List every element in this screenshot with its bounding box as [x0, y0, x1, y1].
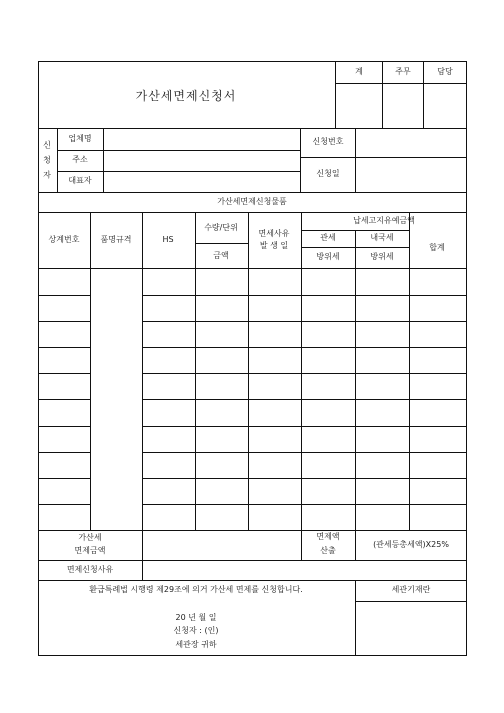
representative-label: 대표자	[68, 176, 92, 185]
header-bottom-line	[38, 268, 467, 269]
row-line-8b	[142, 478, 467, 479]
applicant-label-line	[103, 128, 104, 192]
col-header-occurrence-date: 발 생 일	[259, 241, 289, 250]
applicant-value-line	[300, 128, 301, 192]
row-line-9b	[142, 504, 467, 505]
col-header-ref-no: 상계번호	[48, 235, 80, 244]
approval-col-1: 계	[355, 67, 363, 76]
declaration-statement: 환급특례법 시행령 제29조에 의거 가산세 면제를 신청합니다.	[89, 585, 303, 594]
form-title: 가산세면제신청서	[135, 89, 237, 103]
reason-bottom-line	[38, 580, 467, 581]
exempt-amount-label-2: 산출	[320, 546, 336, 555]
applicant-row-line-2	[57, 171, 300, 172]
border-top	[38, 61, 467, 62]
col-line-1	[90, 212, 91, 530]
border-right	[466, 61, 467, 656]
approval-left-line	[335, 61, 336, 128]
application-date-label: 신청일	[316, 169, 340, 178]
col-line-2	[142, 212, 143, 530]
row-line-4a	[38, 373, 90, 374]
approval-col-3: 담당	[437, 67, 453, 76]
applicant-bottom-line	[38, 192, 467, 193]
col-header-defense-tax-2: 방위세	[370, 252, 394, 261]
col-header-notice-amount: 납세고지유예금액	[353, 216, 415, 225]
application-number-label: 신청번호	[312, 137, 344, 146]
col-header-total: 합계	[429, 243, 445, 252]
penalty-label-1: 가산세	[78, 533, 102, 542]
summary-split-line-2	[355, 530, 356, 560]
row-line-5b	[142, 399, 467, 400]
declaration-applicant-line: 신청자 : (인)	[173, 626, 219, 635]
approval-mid-line-1	[382, 61, 383, 128]
customs-note-line	[355, 601, 467, 602]
col-header-exempt-reason: 면세사유	[258, 229, 290, 238]
row-line-7a	[38, 452, 90, 453]
row-line-5a	[38, 399, 90, 400]
customs-note-label: 세관기재란	[391, 585, 431, 594]
row-line-2a	[38, 321, 90, 322]
row-line-1a	[38, 295, 90, 296]
col-header-domestic-tax: 내국세	[370, 233, 394, 242]
col-header-hs: HS	[162, 235, 174, 244]
border-bottom	[38, 655, 467, 656]
col-line-3	[195, 212, 196, 530]
col-line-6	[355, 230, 356, 530]
approval-mid-line-2	[423, 61, 424, 128]
row-line-1b	[142, 295, 467, 296]
summary-split-line	[142, 530, 143, 560]
company-name-label: 업체명	[68, 134, 92, 143]
address-label: 주소	[72, 155, 88, 164]
applicant-side-line	[57, 128, 58, 192]
col-header-qty-unit: 수량/단위	[204, 223, 238, 232]
col-header-customs-duty: 관세	[320, 233, 336, 242]
penalty-label-2: 면제금액	[74, 546, 106, 555]
declaration-split-line	[355, 580, 356, 656]
row-line-4b	[142, 373, 467, 374]
applicant-side-label-2: 청	[43, 155, 51, 165]
declaration-addressee: 세관장 귀하	[175, 640, 217, 649]
applicant-side-label-3: 자	[43, 170, 51, 180]
border-left	[38, 61, 39, 656]
row-line-3b	[142, 347, 467, 348]
row-line-8a	[38, 478, 90, 479]
col-header-item-spec: 품명규격	[100, 235, 132, 244]
row-line-9a	[38, 504, 90, 505]
declaration-date-line: 20 년 월 일	[175, 613, 217, 622]
appno-row-line	[300, 157, 467, 158]
items-section-title: 가산세면제신청물품	[217, 197, 287, 206]
col-line-4	[248, 212, 249, 530]
col-line-5	[301, 212, 302, 560]
applicant-side-label-1: 신	[43, 140, 51, 150]
row-line-2b	[142, 321, 467, 322]
appno-label-line	[355, 128, 356, 192]
summary-bottom-line	[38, 560, 467, 561]
row-line-6b	[142, 426, 467, 427]
col-header-amount: 금액	[213, 251, 229, 260]
col-line-7	[409, 212, 410, 530]
applicant-row-line-1	[57, 150, 300, 151]
row-line-7b	[142, 452, 467, 453]
exempt-amount-label-1: 면제액	[316, 532, 340, 541]
row-line-6a	[38, 426, 90, 427]
approval-header-line	[335, 83, 467, 84]
header-sub-line-a	[195, 243, 248, 244]
col-header-defense-tax-1: 방위세	[316, 252, 340, 261]
exempt-formula: (관세등총세액)X25%	[373, 540, 449, 549]
reason-split-line	[142, 560, 143, 580]
section-title-line	[38, 212, 467, 213]
body-bottom-line	[38, 530, 467, 531]
row-line-3a	[38, 347, 90, 348]
approval-col-2: 주무	[395, 67, 411, 76]
exempt-reason-label: 면제신청사유	[66, 565, 114, 574]
